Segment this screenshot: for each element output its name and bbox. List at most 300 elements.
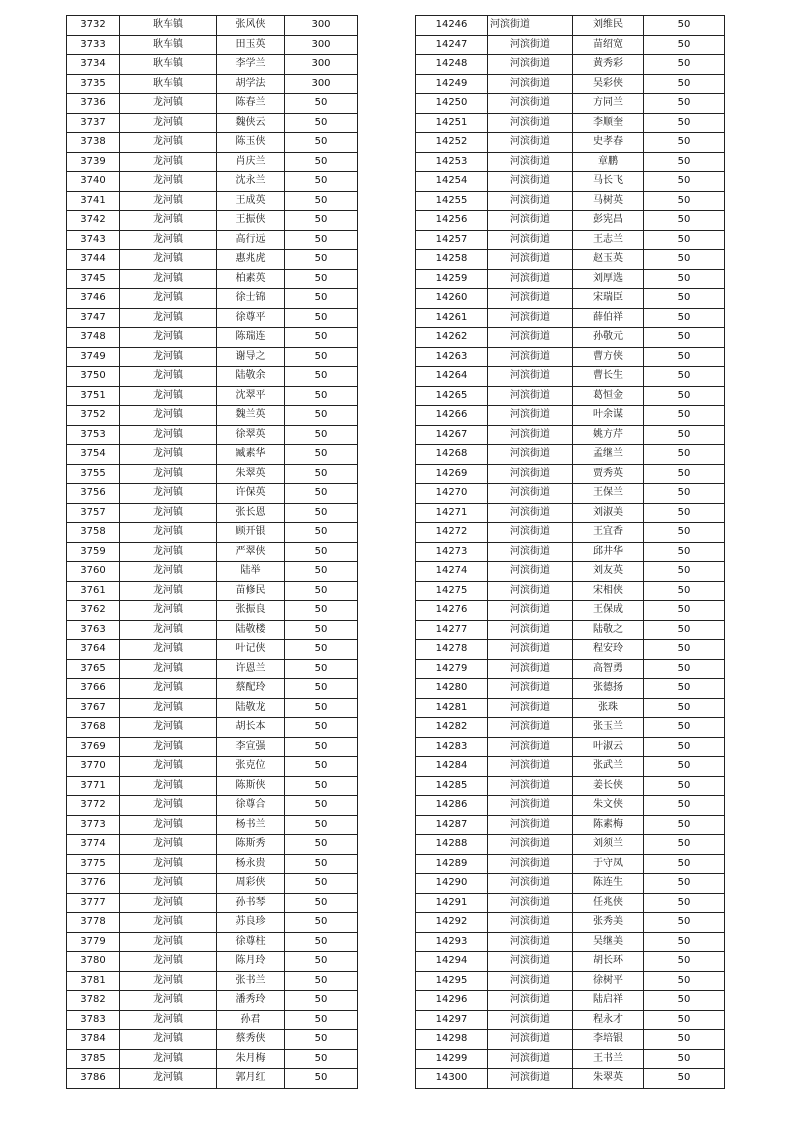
serial-number-cell: 3764 (67, 640, 120, 660)
serial-number-cell: 3773 (67, 815, 120, 835)
amount-cell: 50 (285, 815, 358, 835)
serial-number-cell: 3781 (67, 971, 120, 991)
name-cell: 姚方芹 (573, 425, 644, 445)
table-row (67, 172, 358, 192)
name-cell: 宋瑞臣 (573, 289, 644, 309)
serial-number-cell: 14293 (416, 932, 488, 952)
table-row (416, 542, 725, 562)
serial-number-cell: 14279 (416, 659, 488, 679)
name-cell: 曹方侠 (573, 347, 644, 367)
town-cell: 河滨街道 (488, 328, 573, 348)
serial-number-cell: 14247 (416, 35, 488, 55)
table-row (416, 835, 725, 855)
amount-cell: 50 (644, 250, 725, 270)
name-cell: 刘淑美 (573, 503, 644, 523)
town-cell: 河滨街道 (488, 737, 573, 757)
serial-number-cell: 14262 (416, 328, 488, 348)
serial-number-cell: 3786 (67, 1069, 120, 1089)
name-cell: 郭月红 (217, 1069, 285, 1089)
town-cell: 河滨街道 (488, 718, 573, 738)
town-cell: 河滨街道 (488, 679, 573, 699)
table-row (416, 991, 725, 1011)
town-cell: 河滨街道 (488, 367, 573, 387)
name-cell: 吴继美 (573, 932, 644, 952)
amount-cell: 50 (644, 659, 725, 679)
table-row (67, 16, 358, 36)
name-cell: 朱文侠 (573, 796, 644, 816)
town-cell: 龙河镇 (120, 269, 217, 289)
serial-number-cell: 14299 (416, 1049, 488, 1069)
amount-cell: 50 (285, 308, 358, 328)
name-cell: 孟继兰 (573, 445, 644, 465)
table-row (416, 796, 725, 816)
amount-cell: 50 (644, 620, 725, 640)
amount-cell: 50 (644, 776, 725, 796)
table-row (67, 328, 358, 348)
town-cell: 龙河镇 (120, 932, 217, 952)
town-cell: 龙河镇 (120, 425, 217, 445)
town-cell: 河滨街道 (488, 1049, 573, 1069)
amount-cell: 300 (285, 35, 358, 55)
town-cell: 河滨街道 (488, 893, 573, 913)
name-cell: 高行远 (217, 230, 285, 250)
table-row (67, 562, 358, 582)
serial-number-cell: 3746 (67, 289, 120, 309)
table-row (67, 659, 358, 679)
table-row (416, 328, 725, 348)
town-cell: 河滨街道 (488, 503, 573, 523)
amount-cell: 50 (644, 718, 725, 738)
table-row (67, 464, 358, 484)
serial-number-cell: 14270 (416, 484, 488, 504)
amount-cell: 50 (285, 425, 358, 445)
amount-cell: 50 (285, 893, 358, 913)
name-cell: 徐尊平 (217, 308, 285, 328)
name-cell: 马长飞 (573, 172, 644, 192)
name-cell: 陈斯秀 (217, 835, 285, 855)
town-cell: 耿车镇 (120, 74, 217, 94)
amount-cell: 50 (285, 1069, 358, 1089)
town-cell: 河滨街道 (488, 484, 573, 504)
table-row (67, 640, 358, 660)
table-row (416, 932, 725, 952)
town-cell: 河滨街道 (488, 991, 573, 1011)
serial-number-cell: 3742 (67, 211, 120, 231)
serial-number-cell: 3744 (67, 250, 120, 270)
town-cell: 龙河镇 (120, 913, 217, 933)
table-row (67, 620, 358, 640)
table-row (67, 250, 358, 270)
town-cell: 河滨街道 (488, 308, 573, 328)
town-cell: 河滨街道 (488, 211, 573, 231)
name-cell: 张书兰 (217, 971, 285, 991)
table-row (416, 952, 725, 972)
town-cell: 河滨街道 (488, 289, 573, 309)
amount-cell: 50 (285, 250, 358, 270)
serial-number-cell: 14253 (416, 152, 488, 172)
name-cell: 李宣强 (217, 737, 285, 757)
name-cell: 陆敬之 (573, 620, 644, 640)
name-cell: 于守凤 (573, 854, 644, 874)
serial-number-cell: 3747 (67, 308, 120, 328)
town-cell: 龙河镇 (120, 1030, 217, 1050)
serial-number-cell: 3785 (67, 1049, 120, 1069)
amount-cell: 50 (285, 133, 358, 153)
amount-cell: 300 (285, 55, 358, 75)
table-row (67, 289, 358, 309)
amount-cell: 50 (285, 698, 358, 718)
table-row (67, 542, 358, 562)
town-cell: 龙河镇 (120, 776, 217, 796)
right-table-body (416, 16, 725, 1089)
serial-number-cell: 3741 (67, 191, 120, 211)
table-row (67, 367, 358, 387)
serial-number-cell: 14277 (416, 620, 488, 640)
serial-number-cell: 14285 (416, 776, 488, 796)
amount-cell: 50 (285, 269, 358, 289)
amount-cell: 50 (285, 289, 358, 309)
town-cell: 龙河镇 (120, 952, 217, 972)
serial-number-cell: 3779 (67, 932, 120, 952)
name-cell: 任兆侠 (573, 893, 644, 913)
name-cell: 黄秀彩 (573, 55, 644, 75)
amount-cell: 300 (285, 74, 358, 94)
town-cell: 龙河镇 (120, 464, 217, 484)
amount-cell: 50 (644, 406, 725, 426)
serial-number-cell: 14291 (416, 893, 488, 913)
amount-cell: 50 (644, 133, 725, 153)
amount-cell: 50 (644, 601, 725, 621)
name-cell: 葛恒金 (573, 386, 644, 406)
town-cell: 龙河镇 (120, 562, 217, 582)
table-row (416, 113, 725, 133)
amount-cell: 50 (644, 737, 725, 757)
name-cell: 李顺奎 (573, 113, 644, 133)
amount-cell: 50 (644, 211, 725, 231)
table-row (67, 932, 358, 952)
serial-number-cell: 3740 (67, 172, 120, 192)
name-cell: 王书兰 (573, 1049, 644, 1069)
table-row (67, 113, 358, 133)
table-row (416, 698, 725, 718)
serial-number-cell: 14263 (416, 347, 488, 367)
amount-cell: 50 (644, 347, 725, 367)
amount-cell: 50 (285, 620, 358, 640)
serial-number-cell: 14287 (416, 815, 488, 835)
town-cell: 龙河镇 (120, 1010, 217, 1030)
serial-number-cell: 3771 (67, 776, 120, 796)
town-cell: 河滨街道 (488, 659, 573, 679)
amount-cell: 50 (644, 952, 725, 972)
serial-number-cell: 3749 (67, 347, 120, 367)
name-cell: 吴彩侠 (573, 74, 644, 94)
serial-number-cell: 3768 (67, 718, 120, 738)
serial-number-cell: 3753 (67, 425, 120, 445)
table-row (67, 1049, 358, 1069)
right-table (415, 15, 725, 1089)
serial-number-cell: 14260 (416, 289, 488, 309)
town-cell: 龙河镇 (120, 1049, 217, 1069)
name-cell: 张秀美 (573, 913, 644, 933)
name-cell: 蔡配玲 (217, 679, 285, 699)
table-row (416, 367, 725, 387)
amount-cell: 50 (285, 913, 358, 933)
name-cell: 田玉英 (217, 35, 285, 55)
amount-cell: 50 (285, 562, 358, 582)
name-cell: 魏侠云 (217, 113, 285, 133)
name-cell: 张克位 (217, 757, 285, 777)
amount-cell: 50 (644, 581, 725, 601)
serial-number-cell: 14288 (416, 835, 488, 855)
town-cell: 龙河镇 (120, 757, 217, 777)
serial-number-cell: 14297 (416, 1010, 488, 1030)
town-cell: 龙河镇 (120, 796, 217, 816)
amount-cell: 50 (644, 1049, 725, 1069)
amount-cell: 300 (285, 16, 358, 36)
table-row (416, 308, 725, 328)
table-row (67, 152, 358, 172)
amount-cell: 50 (285, 581, 358, 601)
name-cell: 许保英 (217, 484, 285, 504)
table-row (67, 581, 358, 601)
town-cell: 龙河镇 (120, 484, 217, 504)
name-cell: 彭宪昌 (573, 211, 644, 231)
amount-cell: 50 (644, 874, 725, 894)
name-cell: 张德扬 (573, 679, 644, 699)
amount-cell: 50 (285, 523, 358, 543)
table-row (416, 74, 725, 94)
serial-number-cell: 14248 (416, 55, 488, 75)
table-row (67, 74, 358, 94)
town-cell: 龙河镇 (120, 698, 217, 718)
town-cell: 龙河镇 (120, 874, 217, 894)
table-row (416, 640, 725, 660)
name-cell: 程永才 (573, 1010, 644, 1030)
table-row (67, 386, 358, 406)
amount-cell: 50 (285, 113, 358, 133)
amount-cell: 50 (285, 1049, 358, 1069)
town-cell: 龙河镇 (120, 679, 217, 699)
serial-number-cell: 14249 (416, 74, 488, 94)
name-cell: 张武兰 (573, 757, 644, 777)
amount-cell: 50 (644, 562, 725, 582)
town-cell: 龙河镇 (120, 406, 217, 426)
serial-number-cell: 14275 (416, 581, 488, 601)
amount-cell: 50 (285, 94, 358, 114)
amount-cell: 50 (644, 503, 725, 523)
town-cell: 龙河镇 (120, 815, 217, 835)
name-cell: 惠兆虎 (217, 250, 285, 270)
amount-cell: 50 (285, 835, 358, 855)
amount-cell: 50 (644, 523, 725, 543)
table-row (416, 581, 725, 601)
town-cell: 龙河镇 (120, 581, 217, 601)
table-row (67, 211, 358, 231)
name-cell: 肖庆兰 (217, 152, 285, 172)
amount-cell: 50 (285, 971, 358, 991)
serial-number-cell: 14273 (416, 542, 488, 562)
table-row (416, 601, 725, 621)
town-cell: 河滨街道 (488, 269, 573, 289)
amount-cell: 50 (644, 932, 725, 952)
town-cell: 龙河镇 (120, 113, 217, 133)
town-cell: 河滨街道 (488, 94, 573, 114)
serial-number-cell: 14258 (416, 250, 488, 270)
town-cell: 龙河镇 (120, 893, 217, 913)
table-row (416, 659, 725, 679)
table-row (67, 406, 358, 426)
serial-number-cell: 14296 (416, 991, 488, 1011)
table-row (67, 737, 358, 757)
town-cell: 龙河镇 (120, 94, 217, 114)
serial-number-cell: 14251 (416, 113, 488, 133)
serial-number-cell: 3748 (67, 328, 120, 348)
table-row (67, 425, 358, 445)
table-row (416, 854, 725, 874)
serial-number-cell: 3750 (67, 367, 120, 387)
serial-number-cell: 14276 (416, 601, 488, 621)
amount-cell: 50 (644, 815, 725, 835)
table-row (67, 35, 358, 55)
town-cell: 河滨街道 (488, 523, 573, 543)
town-cell: 龙河镇 (120, 191, 217, 211)
town-cell: 河滨街道 (488, 133, 573, 153)
amount-cell: 50 (285, 874, 358, 894)
name-cell: 方同兰 (573, 94, 644, 114)
serial-number-cell: 3734 (67, 55, 120, 75)
table-row (416, 16, 725, 36)
serial-number-cell: 14272 (416, 523, 488, 543)
town-cell: 河滨街道 (488, 796, 573, 816)
amount-cell: 50 (644, 757, 725, 777)
serial-number-cell: 14300 (416, 1069, 488, 1089)
name-cell: 胡学法 (217, 74, 285, 94)
table-row (416, 269, 725, 289)
town-cell: 河滨街道 (488, 1030, 573, 1050)
serial-number-cell: 14259 (416, 269, 488, 289)
town-cell: 河滨街道 (488, 1010, 573, 1030)
serial-number-cell: 14266 (416, 406, 488, 426)
serial-number-cell: 14294 (416, 952, 488, 972)
town-cell: 龙河镇 (120, 718, 217, 738)
table-row (416, 484, 725, 504)
table-row (416, 874, 725, 894)
table-row (416, 562, 725, 582)
serial-number-cell: 14292 (416, 913, 488, 933)
town-cell: 河滨街道 (488, 386, 573, 406)
name-cell: 苗绍宽 (573, 35, 644, 55)
table-row (416, 289, 725, 309)
town-cell: 河滨街道 (488, 191, 573, 211)
left-table-body (67, 16, 358, 1089)
table-row (416, 1030, 725, 1050)
table-row (416, 55, 725, 75)
table-row (67, 308, 358, 328)
amount-cell: 50 (644, 991, 725, 1011)
serial-number-cell: 14255 (416, 191, 488, 211)
name-cell: 章鹏 (573, 152, 644, 172)
town-cell: 龙河镇 (120, 386, 217, 406)
serial-number-cell: 14280 (416, 679, 488, 699)
table-row (416, 347, 725, 367)
name-cell: 刘须兰 (573, 835, 644, 855)
table-row (67, 893, 358, 913)
serial-number-cell: 3772 (67, 796, 120, 816)
table-row (416, 679, 725, 699)
name-cell: 曹长生 (573, 367, 644, 387)
table-row (67, 503, 358, 523)
name-cell: 叶记侠 (217, 640, 285, 660)
table-row (416, 191, 725, 211)
table-row (416, 971, 725, 991)
town-cell: 河滨街道 (488, 1069, 573, 1089)
serial-number-cell: 3732 (67, 16, 120, 36)
serial-number-cell: 3751 (67, 386, 120, 406)
serial-number-cell: 14268 (416, 445, 488, 465)
amount-cell: 50 (285, 854, 358, 874)
serial-number-cell: 3756 (67, 484, 120, 504)
town-cell: 河滨街道 (488, 835, 573, 855)
amount-cell: 50 (285, 386, 358, 406)
amount-cell: 50 (644, 172, 725, 192)
serial-number-cell: 14271 (416, 503, 488, 523)
amount-cell: 50 (644, 55, 725, 75)
serial-number-cell: 14256 (416, 211, 488, 231)
serial-number-cell: 3762 (67, 601, 120, 621)
name-cell: 周彩侠 (217, 874, 285, 894)
town-cell: 龙河镇 (120, 854, 217, 874)
amount-cell: 50 (285, 796, 358, 816)
town-cell: 河滨街道 (488, 74, 573, 94)
town-cell: 河滨街道 (488, 971, 573, 991)
table-row (67, 913, 358, 933)
town-cell: 河滨街道 (488, 172, 573, 192)
amount-cell: 50 (285, 640, 358, 660)
town-cell: 河滨街道 (488, 425, 573, 445)
amount-cell: 50 (644, 854, 725, 874)
town-cell: 龙河镇 (120, 640, 217, 660)
table-row (416, 445, 725, 465)
name-cell: 朱月梅 (217, 1049, 285, 1069)
town-cell: 河滨街道 (488, 113, 573, 133)
amount-cell: 50 (644, 289, 725, 309)
table-row (67, 445, 358, 465)
town-cell: 龙河镇 (120, 991, 217, 1011)
name-cell: 张长恩 (217, 503, 285, 523)
table-row (416, 35, 725, 55)
town-cell: 河滨街道 (488, 913, 573, 933)
table-row (67, 776, 358, 796)
serial-number-cell: 3782 (67, 991, 120, 1011)
name-cell: 沈永兰 (217, 172, 285, 192)
amount-cell: 50 (644, 94, 725, 114)
town-cell: 龙河镇 (120, 601, 217, 621)
serial-number-cell: 14286 (416, 796, 488, 816)
name-cell: 赵玉英 (573, 250, 644, 270)
town-cell: 河滨街道 (488, 347, 573, 367)
amount-cell: 50 (644, 1069, 725, 1089)
name-cell: 刘维民 (573, 16, 644, 36)
town-cell: 河滨街道 (488, 640, 573, 660)
serial-number-cell: 14278 (416, 640, 488, 660)
table-row (416, 620, 725, 640)
table-row (416, 464, 725, 484)
amount-cell: 50 (285, 191, 358, 211)
town-cell: 龙河镇 (120, 133, 217, 153)
town-cell: 龙河镇 (120, 1069, 217, 1089)
amount-cell: 50 (644, 640, 725, 660)
town-cell: 龙河镇 (120, 523, 217, 543)
